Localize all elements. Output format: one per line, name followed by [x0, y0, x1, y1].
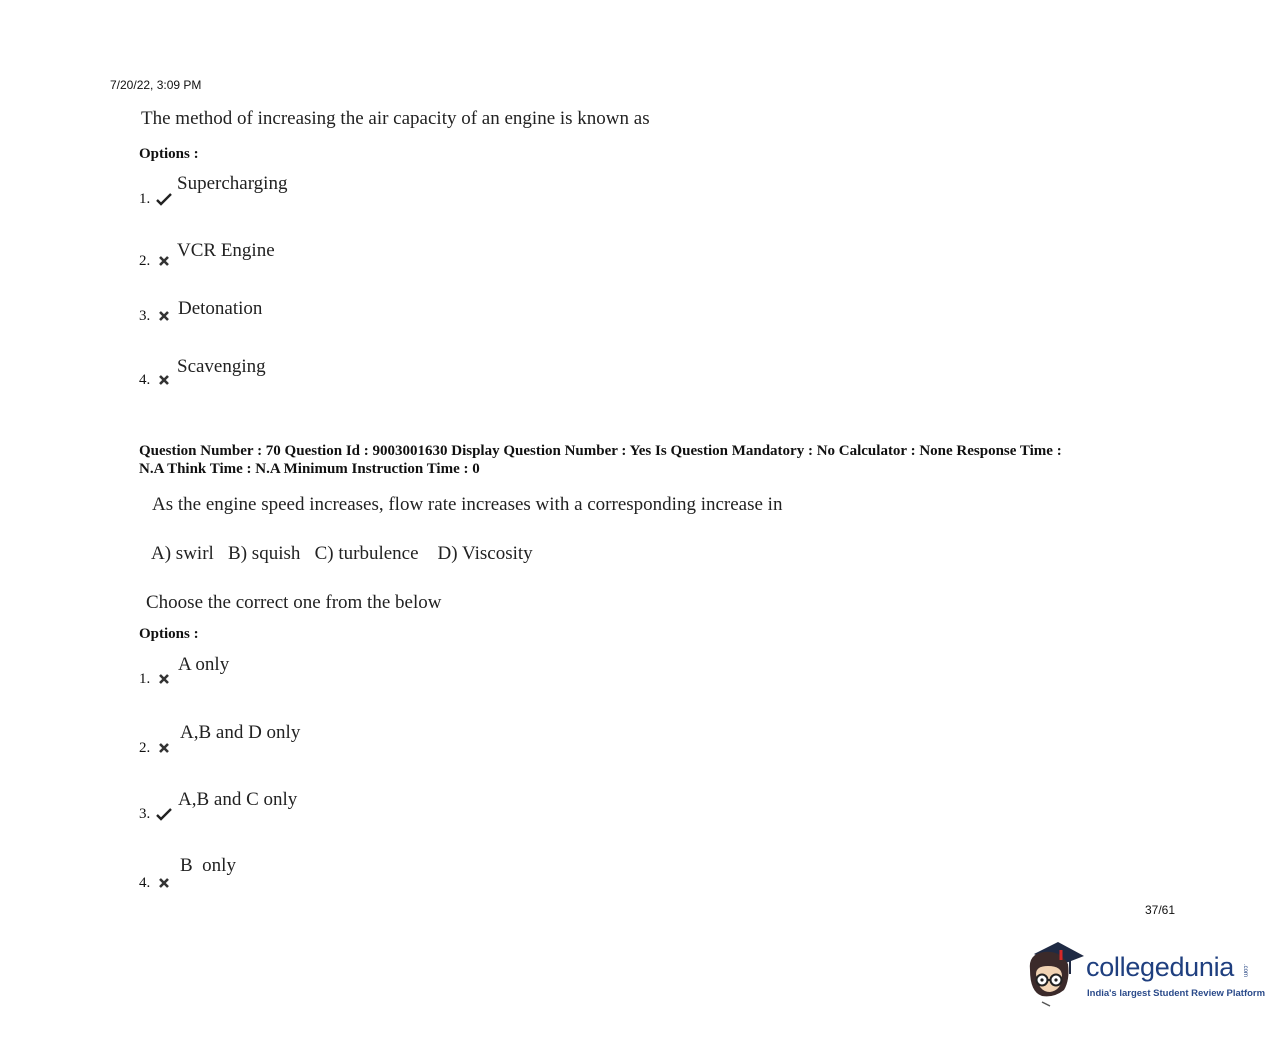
- cross-icon: [156, 672, 172, 686]
- question-1-text: The method of increasing the air capacity of an engine is known as: [141, 108, 650, 129]
- q2-option-2-text: A,B and D only: [180, 722, 301, 743]
- q2-option-2: [139, 739, 172, 757]
- q2-option-3: [139, 805, 172, 823]
- brand-tagline: India's largest Student Review Platform: [1087, 988, 1266, 999]
- q1-option-3: [139, 307, 172, 325]
- brand-name: collegedunia: [1086, 952, 1235, 982]
- option-number: 4.: [139, 875, 151, 891]
- brand-suffix: .com: [1242, 964, 1248, 978]
- question-2-text: As the engine speed increases, flow rate increases with a corresponding increase in: [152, 494, 783, 515]
- question-1-options-label: Options :: [139, 146, 199, 162]
- cross-icon: [156, 254, 172, 268]
- metadata-line-2: N.A Think Time : N.A Minimum Instruction Time : 0: [139, 461, 480, 477]
- option-number: 3.: [139, 308, 151, 324]
- cross-icon: [156, 309, 172, 323]
- page-number: 37/61: [1145, 903, 1176, 917]
- q1-option-4-text: Scavenging: [177, 356, 266, 377]
- question-2-choices: A) swirl B) squish C) turbulence D) Viscosity: [151, 543, 533, 564]
- q2-option-4: [139, 874, 172, 892]
- q2-option-1-text: A only: [178, 654, 230, 675]
- q1-option-3-text: Detonation: [178, 298, 263, 319]
- cross-icon: [156, 876, 172, 890]
- collegedunia-logo[interactable]: [1024, 940, 1264, 1010]
- q1-option-1: [139, 190, 172, 208]
- q1-option-2-text: VCR Engine: [177, 240, 275, 261]
- option-number: 1.: [139, 671, 151, 687]
- check-icon: [156, 807, 172, 821]
- option-number: 1.: [139, 191, 151, 207]
- metadata-line-1: Question Number : 70 Question Id : 9003001630 Display Question Number : Yes Is Question Mandatory : No Calculator : None Response Time :: [139, 443, 1062, 459]
- print-timestamp: 7/20/22, 3:09 PM: [110, 78, 202, 92]
- q2-option-4-text: B only: [180, 855, 236, 876]
- q2-option-3-text: A,B and C only: [178, 789, 298, 810]
- option-number: 2.: [139, 253, 151, 269]
- q2-option-1: [139, 670, 172, 688]
- option-number: 3.: [139, 806, 151, 822]
- option-number: 2.: [139, 740, 151, 756]
- question-2-instruction: Choose the correct one from the below: [146, 592, 442, 613]
- question-2-metadata: [139, 442, 1159, 478]
- cross-icon: [156, 373, 172, 387]
- mascot-icon: [1024, 940, 1086, 1008]
- option-number: 4.: [139, 372, 151, 388]
- check-icon: [156, 192, 172, 206]
- cross-icon: [156, 741, 172, 755]
- q1-option-4: [139, 371, 172, 389]
- q1-option-2: [139, 252, 172, 270]
- q1-option-1-text: Supercharging: [177, 173, 288, 194]
- question-2-options-label: Options :: [139, 626, 199, 642]
